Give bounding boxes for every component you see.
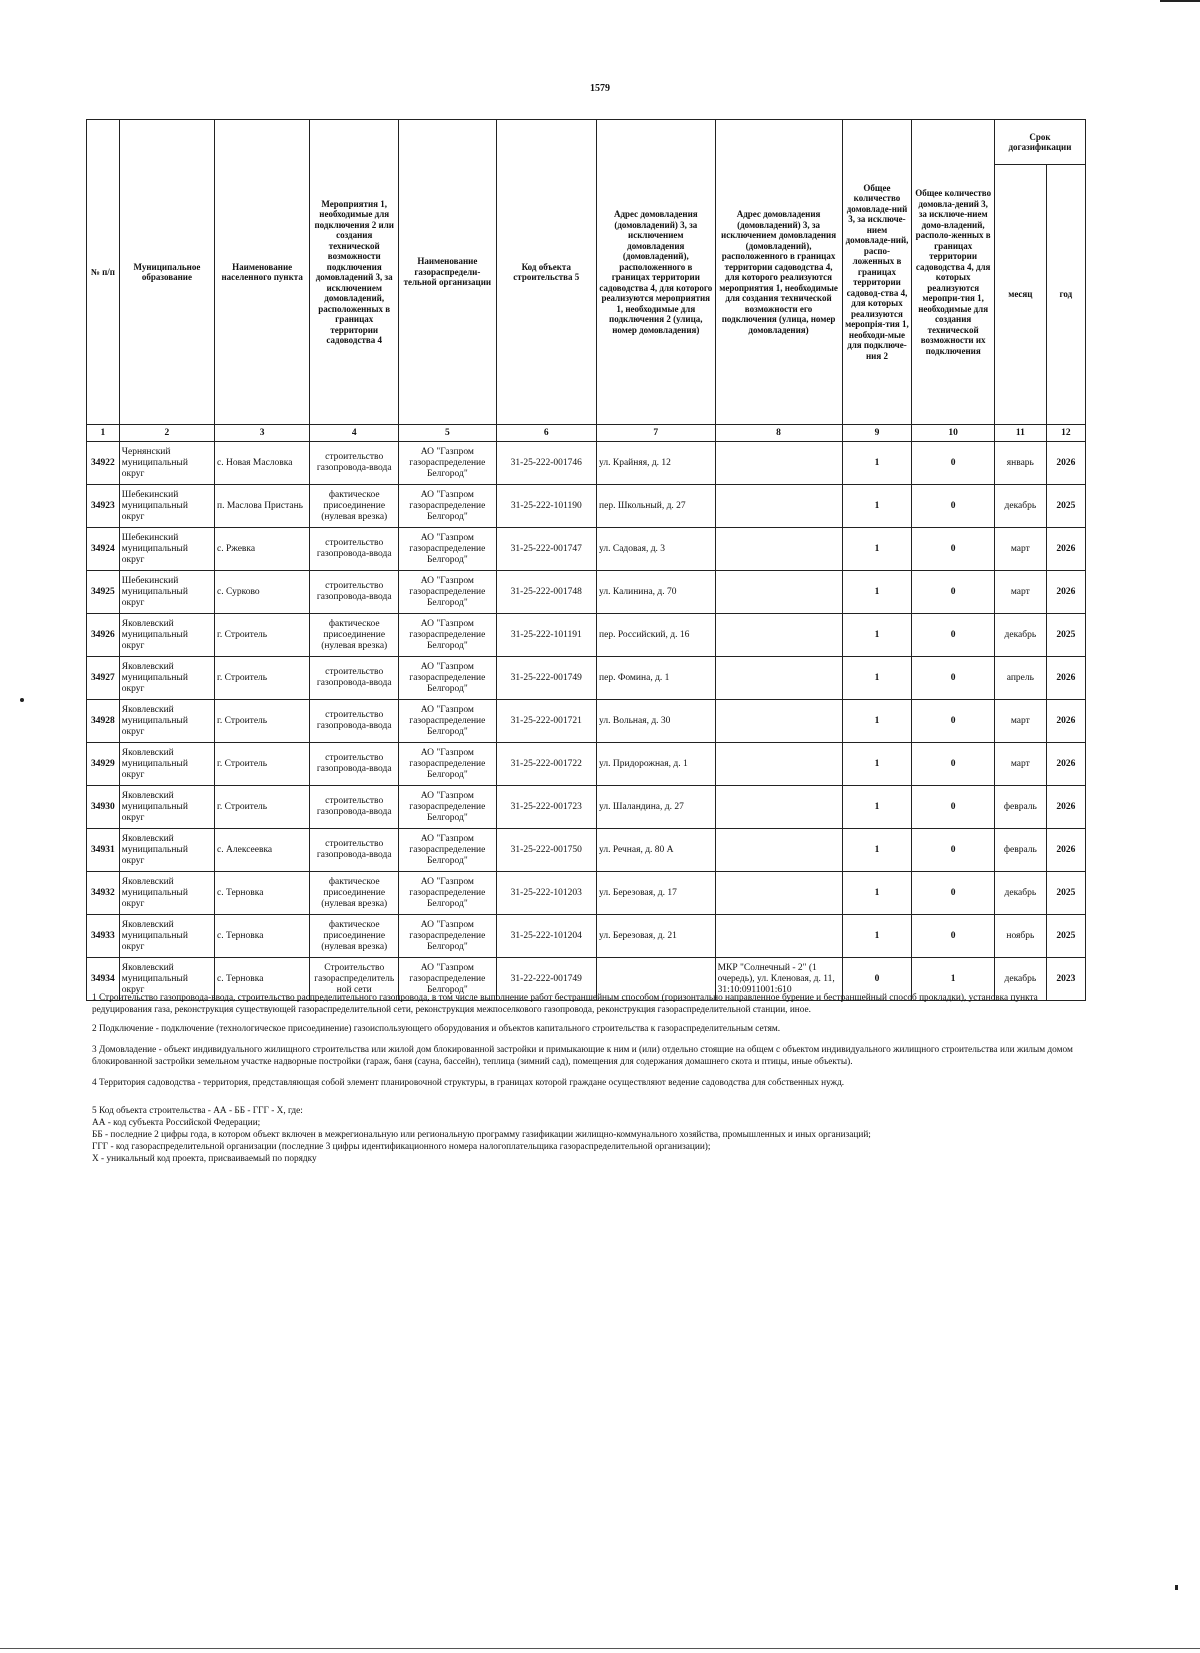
row-measure: фактическое присоединение (нулевая врезка) <box>310 872 399 915</box>
row-number: 34931 <box>87 829 120 872</box>
header-organization: Наименование газораспредели-тельной организации <box>399 120 496 425</box>
row-settlement: с. Новая Масловка <box>215 442 310 485</box>
row-address-technical <box>715 915 842 958</box>
table-row <box>87 571 1086 614</box>
row-count-technical: 0 <box>912 571 995 614</box>
row-settlement: г. Строитель <box>215 700 310 743</box>
col-num: 12 <box>1046 425 1085 442</box>
row-year: 2026 <box>1046 829 1085 872</box>
row-object-code: 31-25-222-001721 <box>496 700 597 743</box>
row-month: март <box>994 528 1046 571</box>
row-object-code: 31-25-222-001747 <box>496 528 597 571</box>
row-address-technical <box>715 657 842 700</box>
row-organization: АО "Газпром газораспределение Белгород" <box>399 786 496 829</box>
header-count-technical: Общее количество домовла-дений 3, за исключе-нием домо-владений, располо-женных в границах территории садоводства 4, для которых реализуются меропри-тия 1, необходимые для создания технической возможности их подключения <box>912 120 995 425</box>
row-organization: АО "Газпром газораспределение Белгород" <box>399 571 496 614</box>
header-address-connection: Адрес домовладения (домовладений) 3, за исключением домовладения (домовладений), расположенного в границах территории садоводства 4, для которого реализуются мероприятия 1, необходимые для подключения 2 (улица, номер домовладения) <box>597 120 716 425</box>
row-address-technical <box>715 571 842 614</box>
row-month: ноябрь <box>994 915 1046 958</box>
row-address-technical <box>715 528 842 571</box>
header-municipality: Муниципальное образование <box>119 120 214 425</box>
row-month: март <box>994 700 1046 743</box>
row-organization: АО "Газпром газораспределение Белгород" <box>399 657 496 700</box>
table-row <box>87 915 1086 958</box>
col-num: 5 <box>399 425 496 442</box>
row-measure: строительство газопровода-ввода <box>310 528 399 571</box>
table-row <box>87 528 1086 571</box>
gasification-table-wrapper <box>86 119 1086 1001</box>
row-address-connection: ул. Придорожная, д. 1 <box>597 743 716 786</box>
scan-dot <box>20 698 24 702</box>
row-count-connection: 1 <box>842 442 912 485</box>
row-municipality: Яковлевский муниципальный округ <box>119 958 214 1001</box>
row-address-technical: МКР "Солнечный - 2" (1 очередь), ул. Кленовая, д. 11, 31:10:0911001:610 <box>715 958 842 1001</box>
header-object-code: Код объекта строительства 5 <box>496 120 597 425</box>
col-num: 2 <box>119 425 214 442</box>
row-count-technical: 0 <box>912 657 995 700</box>
row-month: февраль <box>994 829 1046 872</box>
row-month: декабрь <box>994 872 1046 915</box>
row-number: 34922 <box>87 442 120 485</box>
header-count-connection: Общее количество домовладе-ний 3, за исключе-нием домовладе-ний, распо-ложенных в границах территории садовод-ства 4, для которых реализуются меропрія-тия 1, необходи-мые для подключе-ния 2 <box>842 120 912 425</box>
row-count-connection: 1 <box>842 614 912 657</box>
row-count-technical: 0 <box>912 872 995 915</box>
row-object-code: 31-25-222-101190 <box>496 485 597 528</box>
row-number: 34934 <box>87 958 120 1001</box>
row-month: февраль <box>994 786 1046 829</box>
row-count-technical: 1 <box>912 958 995 1001</box>
row-municipality: Яковлевский муниципальный округ <box>119 915 214 958</box>
row-address-connection: пер. Школьный, д. 27 <box>597 485 716 528</box>
row-organization: АО "Газпром газораспределение Белгород" <box>399 528 496 571</box>
row-settlement: г. Строитель <box>215 614 310 657</box>
col-num: 7 <box>597 425 716 442</box>
row-address-connection: ул. Шаландина, д. 27 <box>597 786 716 829</box>
row-settlement: г. Строитель <box>215 657 310 700</box>
row-measure: Строительство газораспределительной сети <box>310 958 399 1001</box>
row-year: 2026 <box>1046 528 1085 571</box>
scan-bottom-line <box>0 1648 1200 1649</box>
header-measures: Мероприятия 1, необходимые для подключения 2 или создания технической возможности подключения домовладений 3, за исключением домовладений, расположенных в границах территории садоводства 4 <box>310 120 399 425</box>
col-num: 4 <box>310 425 399 442</box>
row-count-technical: 0 <box>912 700 995 743</box>
row-organization: АО "Газпром газораспределение Белгород" <box>399 485 496 528</box>
row-count-technical: 0 <box>912 442 995 485</box>
col-num: 10 <box>912 425 995 442</box>
column-number-row <box>87 425 1086 442</box>
gasification-table <box>86 119 1086 1001</box>
row-year: 2026 <box>1046 700 1085 743</box>
row-month: декабрь <box>994 485 1046 528</box>
row-object-code: 31-25-222-101204 <box>496 915 597 958</box>
row-address-technical <box>715 442 842 485</box>
row-municipality: Шебекинский муниципальный округ <box>119 528 214 571</box>
row-municipality: Яковлевский муниципальный округ <box>119 743 214 786</box>
row-year: 2026 <box>1046 442 1085 485</box>
row-address-connection: ул. Крайняя, д. 12 <box>597 442 716 485</box>
row-address-technical <box>715 485 842 528</box>
row-number: 34927 <box>87 657 120 700</box>
row-object-code: 31-25-222-001723 <box>496 786 597 829</box>
footnote-4: 4 Территория садоводства - территория, представляющая собой элемент планировочной структуры, в границах которой граждане осуществляют ведение садоводства для собственных нужд. <box>92 1078 845 1088</box>
page-number: 1579 <box>590 83 610 94</box>
row-settlement: г. Строитель <box>215 786 310 829</box>
row-object-code: 31-25-222-101203 <box>496 872 597 915</box>
row-address-technical <box>715 614 842 657</box>
row-municipality: Яковлевский муниципальный округ <box>119 786 214 829</box>
row-month: март <box>994 743 1046 786</box>
row-count-technical: 0 <box>912 485 995 528</box>
row-month: апрель <box>994 657 1046 700</box>
row-number: 34933 <box>87 915 120 958</box>
row-address-connection: ул. Березовая, д. 21 <box>597 915 716 958</box>
row-settlement: с. Ржевка <box>215 528 310 571</box>
footnote-2: 2 Подключение - подключение (технологическое присоединение) газоиспользующего оборудования и объектов капитального строительства к газораспределительным сетям. <box>92 1024 781 1034</box>
header-deadline: Срок догазификации <box>994 120 1085 165</box>
row-count-connection: 1 <box>842 700 912 743</box>
row-municipality: Яковлевский муниципальный округ <box>119 700 214 743</box>
col-num: 8 <box>715 425 842 442</box>
row-count-connection: 1 <box>842 915 912 958</box>
row-year: 2023 <box>1046 958 1085 1001</box>
row-object-code: 31-25-222-101191 <box>496 614 597 657</box>
row-year: 2025 <box>1046 485 1085 528</box>
row-municipality: Яковлевский муниципальный округ <box>119 614 214 657</box>
row-object-code: 31-25-222-001722 <box>496 743 597 786</box>
col-num: 6 <box>496 425 597 442</box>
table-row <box>87 657 1086 700</box>
footnote-5-aa: АА - код субъекта Российской Федерации; <box>92 1118 261 1128</box>
row-measure: строительство газопровода-ввода <box>310 743 399 786</box>
row-settlement: г. Строитель <box>215 743 310 786</box>
row-count-technical: 0 <box>912 528 995 571</box>
row-count-connection: 1 <box>842 657 912 700</box>
row-year: 2026 <box>1046 786 1085 829</box>
table-row <box>87 442 1086 485</box>
row-address-technical <box>715 786 842 829</box>
row-organization: АО "Газпром газораспределение Белгород" <box>399 700 496 743</box>
row-measure: строительство газопровода-ввода <box>310 700 399 743</box>
row-number: 34923 <box>87 485 120 528</box>
row-count-technical: 0 <box>912 915 995 958</box>
row-count-technical: 0 <box>912 743 995 786</box>
footnote-5-title: 5 Код объекта строительства - АА - ББ - ГГГ - Х, где: <box>92 1106 303 1116</box>
row-number: 34928 <box>87 700 120 743</box>
header-month: месяц <box>994 165 1046 425</box>
row-municipality: Шебекинский муниципальный округ <box>119 571 214 614</box>
row-number: 34932 <box>87 872 120 915</box>
col-num: 11 <box>994 425 1046 442</box>
row-measure: фактическое присоединение (нулевая врезка) <box>310 915 399 958</box>
row-object-code: 31-25-222-001748 <box>496 571 597 614</box>
row-measure: фактическое присоединение (нулевая врезка) <box>310 485 399 528</box>
row-address-connection: пер. Фомина, д. 1 <box>597 657 716 700</box>
footnote-5-ggg: ГГГ - код газораспределительной организации (последние 3 цифры идентификационного номера налогоплательщика газораспределительной организации); <box>92 1142 711 1152</box>
row-object-code: 31-25-222-001749 <box>496 657 597 700</box>
row-address-technical <box>715 700 842 743</box>
row-measure: строительство газопровода-ввода <box>310 442 399 485</box>
row-organization: АО "Газпром газораспределение Белгород" <box>399 442 496 485</box>
row-measure: строительство газопровода-ввода <box>310 786 399 829</box>
row-measure: строительство газопровода-ввода <box>310 657 399 700</box>
row-organization: АО "Газпром газораспределение Белгород" <box>399 614 496 657</box>
row-measure: строительство газопровода-ввода <box>310 829 399 872</box>
row-year: 2026 <box>1046 571 1085 614</box>
row-organization: АО "Газпром газораспределение Белгород" <box>399 958 496 1001</box>
footnote-5-x: Х - уникальный код проекта, присваиваемый по порядку <box>92 1154 317 1164</box>
row-address-connection: ул. Садовая, д. 3 <box>597 528 716 571</box>
row-count-connection: 1 <box>842 528 912 571</box>
row-month: декабрь <box>994 958 1046 1001</box>
header-settlement: Наименование населенного пункта <box>215 120 310 425</box>
row-municipality: Яковлевский муниципальный округ <box>119 872 214 915</box>
row-settlement: с. Терновка <box>215 958 310 1001</box>
row-address-connection: ул. Вольная, д. 30 <box>597 700 716 743</box>
row-count-connection: 1 <box>842 571 912 614</box>
table-row <box>87 485 1086 528</box>
row-month: март <box>994 571 1046 614</box>
row-count-technical: 0 <box>912 614 995 657</box>
row-municipality: Яковлевский муниципальный округ <box>119 829 214 872</box>
row-number: 34929 <box>87 743 120 786</box>
col-num: 9 <box>842 425 912 442</box>
table-row <box>87 786 1086 829</box>
row-count-connection: 1 <box>842 485 912 528</box>
header-number: № п/п <box>87 120 120 425</box>
row-count-connection: 1 <box>842 786 912 829</box>
row-object-code: 31-22-222-001749 <box>496 958 597 1001</box>
row-settlement: с. Терновка <box>215 915 310 958</box>
row-number: 34924 <box>87 528 120 571</box>
footnotes <box>92 992 1082 1165</box>
row-municipality: Чернянский муниципальный округ <box>119 442 214 485</box>
row-organization: АО "Газпром газораспределение Белгород" <box>399 743 496 786</box>
row-organization: АО "Газпром газораспределение Белгород" <box>399 915 496 958</box>
row-object-code: 31-25-222-001746 <box>496 442 597 485</box>
row-address-technical <box>715 872 842 915</box>
row-number: 34930 <box>87 786 120 829</box>
table-row <box>87 872 1086 915</box>
table-row <box>87 829 1086 872</box>
row-organization: АО "Газпром газораспределение Белгород" <box>399 872 496 915</box>
row-count-connection: 1 <box>842 829 912 872</box>
row-measure: фактическое присоединение (нулевая врезка) <box>310 614 399 657</box>
row-number: 34926 <box>87 614 120 657</box>
row-count-connection: 1 <box>842 743 912 786</box>
scan-edge-mark <box>1160 0 1200 2</box>
row-address-technical <box>715 743 842 786</box>
row-count-technical: 0 <box>912 786 995 829</box>
row-address-connection: ул. Калинина, д. 70 <box>597 571 716 614</box>
footnote-5-bb: ББ - последние 2 цифры года, в котором объект включен в межрегиональную или региональную программу газификации жилищно-коммунального хозяйства, промышленных и иных организаций; <box>92 1130 871 1140</box>
row-address-connection: ул. Речная, д. 80 А <box>597 829 716 872</box>
row-address-connection: пер. Российский, д. 16 <box>597 614 716 657</box>
row-month: январь <box>994 442 1046 485</box>
row-count-technical: 0 <box>912 829 995 872</box>
row-municipality: Яковлевский муниципальный округ <box>119 657 214 700</box>
scan-dot <box>1175 1585 1178 1590</box>
row-object-code: 31-25-222-001750 <box>496 829 597 872</box>
footnote-3: 3 Домовладение - объект индивидуального жилищного строительства или жилой дом блокированной застройки и примыкающие к ним и (или) отдельно стоящие на общем с объектом индивидуального жилищного строительства или жилым домом блокированной застройки земельном участке надворные постройки (гараж, баня (сауна, бассейн), теплица (зимний сад), помещения для содержания домашнего скота и птицы, иные объекты). <box>92 1045 1073 1067</box>
table-row <box>87 614 1086 657</box>
row-address-connection: ул. Березовая, д. 17 <box>597 872 716 915</box>
row-count-connection: 1 <box>842 872 912 915</box>
header-year: год <box>1046 165 1085 425</box>
table-row <box>87 700 1086 743</box>
row-year: 2025 <box>1046 872 1085 915</box>
row-municipality: Шебекинский муниципальный округ <box>119 485 214 528</box>
table-row <box>87 743 1086 786</box>
row-year: 2026 <box>1046 743 1085 786</box>
row-number: 34925 <box>87 571 120 614</box>
col-num: 1 <box>87 425 120 442</box>
row-organization: АО "Газпром газораспределение Белгород" <box>399 829 496 872</box>
row-year: 2025 <box>1046 614 1085 657</box>
row-measure: строительство газопровода-ввода <box>310 571 399 614</box>
header-address-technical: Адрес домовладения (домовладений) 3, за исключением домовладения (домовладений), расположенного в границах территории садоводства 4, для которого реализуются мероприятия 1, необходимые для создания технической возможности его подключения (улица, номер домовладения) <box>715 120 842 425</box>
row-month: декабрь <box>994 614 1046 657</box>
row-count-connection: 0 <box>842 958 912 1001</box>
footnote-1: 1 Строительство газопровода-ввода, строительство распределительного газопровода, в том числе выполнение работ бестраншейным способом (горизонтально направленное бурение и бестраншейный способ прокладки), установка пункта редуцирования газа, реконструкция существующей газораспределительной сети, реконструкция межпоселкового газопровода, реконструкция газораспределительной станции, иное. <box>92 993 1038 1015</box>
row-settlement: с. Алексеевка <box>215 829 310 872</box>
row-address-technical <box>715 829 842 872</box>
row-settlement: п. Маслова Пристань <box>215 485 310 528</box>
col-num: 3 <box>215 425 310 442</box>
row-year: 2026 <box>1046 657 1085 700</box>
row-settlement: с. Сурково <box>215 571 310 614</box>
row-settlement: с. Терновка <box>215 872 310 915</box>
row-year: 2025 <box>1046 915 1085 958</box>
